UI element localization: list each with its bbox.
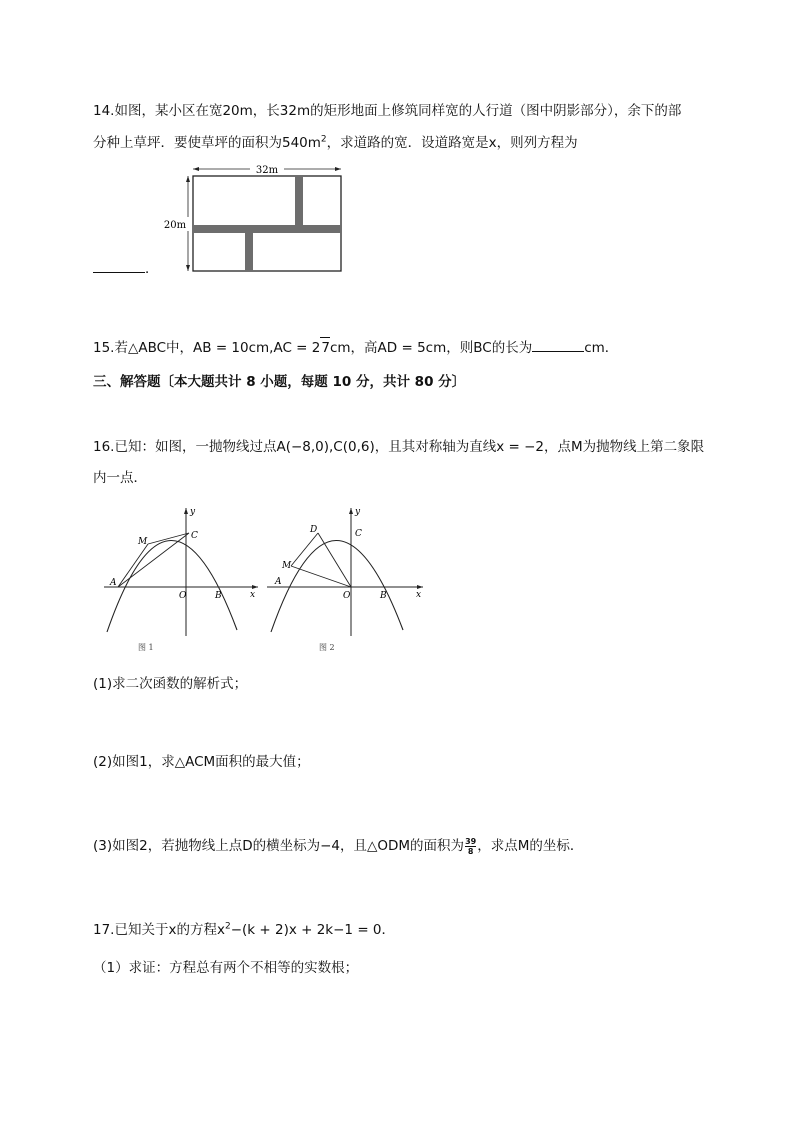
fig2-d-label: D	[310, 525, 318, 535]
fig1-o-label: O	[179, 591, 187, 601]
q14-line2: 分种上草坪．要使草坪的面积为$540m^2$，求道路的宽．设道路宽是x，则列方程为	[93, 134, 578, 151]
fig1-b-label: B	[215, 591, 222, 601]
parabola-figure-2	[263, 500, 428, 660]
q16-part3: (3)如图2，若抛物线上点D的横坐标为−4，且△ODM的面积为 $\frac{39}{8}$ ，求点M的坐标．	[93, 836, 584, 856]
fig2-m-label: M	[282, 561, 292, 571]
q16-part1: (1)求二次函数的解析式；	[93, 676, 248, 692]
q16-line2: 内一点．	[93, 470, 147, 486]
q17-part1: （1）求证：方程总有两个不相等的实数根；	[93, 960, 359, 976]
fig2-x-label: x	[416, 590, 422, 600]
fig2-c-label: C	[355, 529, 362, 539]
q17-line: 17.已知关于x的方程$x^2-(k + 2)x + 2k-1 = 0$．	[93, 921, 396, 938]
fig1-x-label: x	[250, 590, 256, 600]
fig2-b-label: B	[380, 591, 387, 601]
q16-line1: 16.已知：如图，一抛物线过点A(−8,0),C(0,6)，且其对称轴为直线x = −2，点M为抛物线上第二象限	[93, 439, 705, 455]
road-diagram	[150, 162, 350, 277]
fig1-c-label: C	[191, 531, 198, 541]
fig1-a-label: A	[110, 578, 117, 588]
q14-answer-line: ．	[93, 258, 159, 279]
width-label: 32m	[255, 165, 279, 176]
fraction-39-8: $\frac{39}{8}$	[465, 836, 477, 856]
fig2-a-label: A	[275, 577, 282, 587]
q15-blank[interactable]	[532, 337, 584, 352]
fig1-y-label: y	[190, 507, 196, 517]
fig2-o-label: O	[343, 591, 351, 601]
fig2-caption: 图 2	[319, 643, 335, 652]
parabola-figure-1	[100, 500, 265, 660]
q16-part2: (2)如图1，求△ACM面积的最大值；	[93, 754, 310, 770]
q15-line: 15.若△ABC中，AB = 10cm,AC = 27cm，高AD = 5cm，则BC的长为 cm．	[93, 337, 618, 358]
fig2-y-label: y	[355, 507, 361, 517]
q14-line1: 14.如图，某小区在宽20m，长32m的矩形地面上修筑同样宽的人行道（图中阴影部分），余下的部	[93, 103, 682, 119]
section-3-heading: 三、解答题〔本大题共计 8 小题，每题 10 分，共计 80 分〕	[93, 374, 466, 390]
height-label: 20m	[163, 220, 187, 231]
fig1-caption: 图 1	[138, 643, 154, 652]
q14-blank[interactable]	[93, 258, 145, 273]
fig1-m-label: M	[138, 537, 148, 547]
